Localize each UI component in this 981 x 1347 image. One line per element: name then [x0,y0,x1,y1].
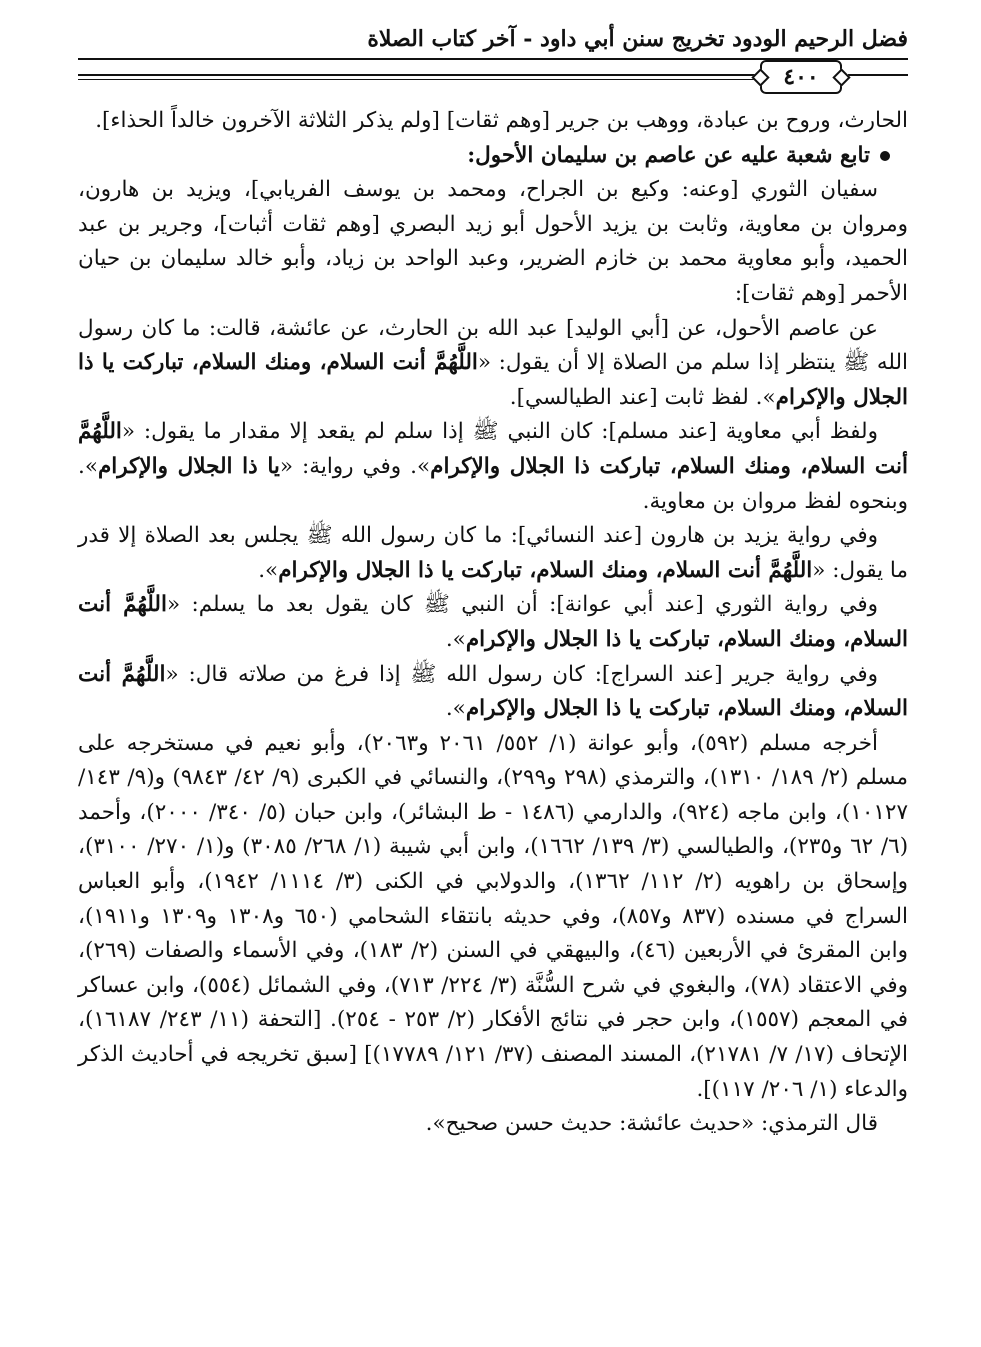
text-run: وفي رواية جرير [عند السراج]: كان رسول الله ﷺ إذا فرغ من صلاته قال: « [165,661,878,687]
header-rule [78,60,908,94]
paragraph [78,173,908,311]
paragraph [78,415,908,519]
text-run: قال الترمذي: «حديث عائشة: حديث حسن صحيح». [425,1111,878,1137]
text-run: أخرجه مسلم (٥٩٢)، وأبو عوانة (١/ ٥٥٢/ ٢٠٦١ و٢٠٦٣)، وأبو نعيم في مستخرجه على مسلم (٢/ ١٨٩/ ١٣١٠)، والترمذي (٢٩٨ و٢٩٩)، والنسائي في الكبرى (٩/ ٤٢/ ٩٨٤٣) و(٩/ ١٤٣/ ١٠١٢٧)، وابن ماجه (٩٢٤)، والدارمي (١٤٨٦ - ط البشائر)، وابن حبان (٥/ ٣٤٠/ ٢٠٠٠)، وأحمد (٦/ ٦٢ و٢٣٥)، والطيالسي (٣/ ١٣٩/ ١٦٦٢)، وابن أبي شيبة (١/ ٢٦٨/ ٣٠٨٥) و(١/ ٢٧٠/ ٣١٠٠)، وإسحاق بن راهويه (٢/ ١١٢/ ١٣٦٢)، والدولابي في الكنى (٣/ ١١١٤/ ١٩٤٢)، وأبو العباس السراج في مسنده (٨٣٧ و٨٥٧)، وفي حديثه بانتقاء الشحامي (٦٥٠ و١٣٠٨ و١٣٠٩ و١٩١١)، وابن المقرئ في الأربعين (٤٦)، والبيهقي في السنن (٢/ ١٨٣)، وفي الأسماء والصفات (٢٦٩)، وفي الاعتقاد (٧٨)، والبغوي في شرح السُّنَّة (٣/ ٢٢٤/ ٧١٣)، وفي الشمائل (٥٥٤)، وابن عساكر في المعجم (١٥٥٧)، وابن حجر في نتائج الأفكار (٢/ ٢٥٣ - ٢٥٤). [التحفة (١١/ ٢٤٣/ ١٦١٨٧)، الإتحاف (١٧/ ٧/ ٢١٧٨١)، المسند المصنف (٣٧/ ١٢١/ ١٧٧٨٩)] [سبق تخريجه في أحاديث الذكر والدعاء (١/ ٢٠٦/ ١١٧)]. [78,730,909,1102]
page-number: ٤٠٠ [760,60,842,94]
text-run: وفي رواية الثوري [عند أبي عوانة]: أن النبي ﷺ كان يقول بعد ما يسلم: « [166,592,878,618]
bold-text-run: اللَّهُمَّ أنت السلام، ومنك السلام، تباركت يا ذا الجلال والإكرام [78,592,908,652]
text-run: ». وبنحوه لفظ مروان بن معاوية. [78,453,908,514]
bold-text-run: اللَّهُمَّ أنت السلام، ومنك السلام، تباركت يا ذا الجلال والإكرام [78,661,908,722]
paragraph [78,727,908,1108]
rule-line [78,74,758,76]
text-run: وفي رواية يزيد بن هارون [عند النسائي]: ما كان رسول الله ﷺ يجلس بعد الصلاة إلا قدر ما يقول: « [78,523,908,583]
rule-line [78,79,758,80]
main-text [78,104,908,1142]
text-run: ». لفظ ثابت [عند الطيالسي]. [509,384,776,410]
text-run: عن عاصم الأحول، عن [أبي الوليد] عبد الله بن الحارث، عن عائشة، قالت: ما كان رسول الله ﷺ ينتظر إذا سلم من الصلاة إلا أن يقول: « [78,315,908,376]
text-run: ». [445,626,466,652]
paragraph [78,658,908,727]
text-run: ». [258,557,279,583]
paragraph [78,104,908,139]
text-run: ». [445,696,466,722]
bold-text-run: اللَّهُمَّ أنت السلام، ومنك السلام، تباركت ذا الجلال والإكرام [78,419,909,479]
bold-text-run: اللَّهُمَّ أنت السلام، ومنك السلام، تباركت يا ذا الجلال والإكرام [78,350,908,410]
text-run: ولفظ أبي معاوية [عند مسلم]: كان النبي ﷺ إذا سلم لم يقعد إلا مقدار ما يقول: « [121,419,878,445]
section-heading [78,139,908,174]
paragraph [78,519,908,588]
bold-text-run: تابع شعبة عليه عن عاصم بن سليمان الأحول: [467,142,870,168]
running-title: فضل الرحيم الودود تخريج سنن أبي داود - آخر كتاب الصلاة [367,26,908,52]
paragraph [78,1107,908,1142]
text-run: ». وفي رواية: « [279,453,431,479]
bold-text-run: يا ذا الجلال والإكرام [98,453,280,479]
text-run: سفيان الثوري [وعنه: وكيع بن الجراح، ومحمد بن يوسف الفريابي]، ويزيد بن هارون، ومروان بن معاوية، وثابت بن يزيد الأحول أبو زيد البصري [وهم ثقات أثبات]، وجرير بن عبد الحميد، وأبو معاوية محمد بن خازم الضرير، وعبد الواحد بن زياد، وأبو خالد سليمان بن حيان الأحمر [وهم ثقات]: [78,177,908,306]
rule-line [848,74,908,76]
running-header [78,22,908,60]
bold-text-run: اللَّهُمَّ أنت السلام، ومنك السلام، تباركت يا ذا الجلال والإكرام [278,557,813,583]
paragraph [78,312,908,416]
paragraph [78,588,908,657]
bullet-icon [880,151,890,161]
book-page [78,22,908,1322]
text-run: الحارث، وروح بن عبادة، ووهب بن جرير [وهم ثقات] [ولم يذكر الثلاثة الآخرون خالداً الحذاء]. [95,108,908,133]
